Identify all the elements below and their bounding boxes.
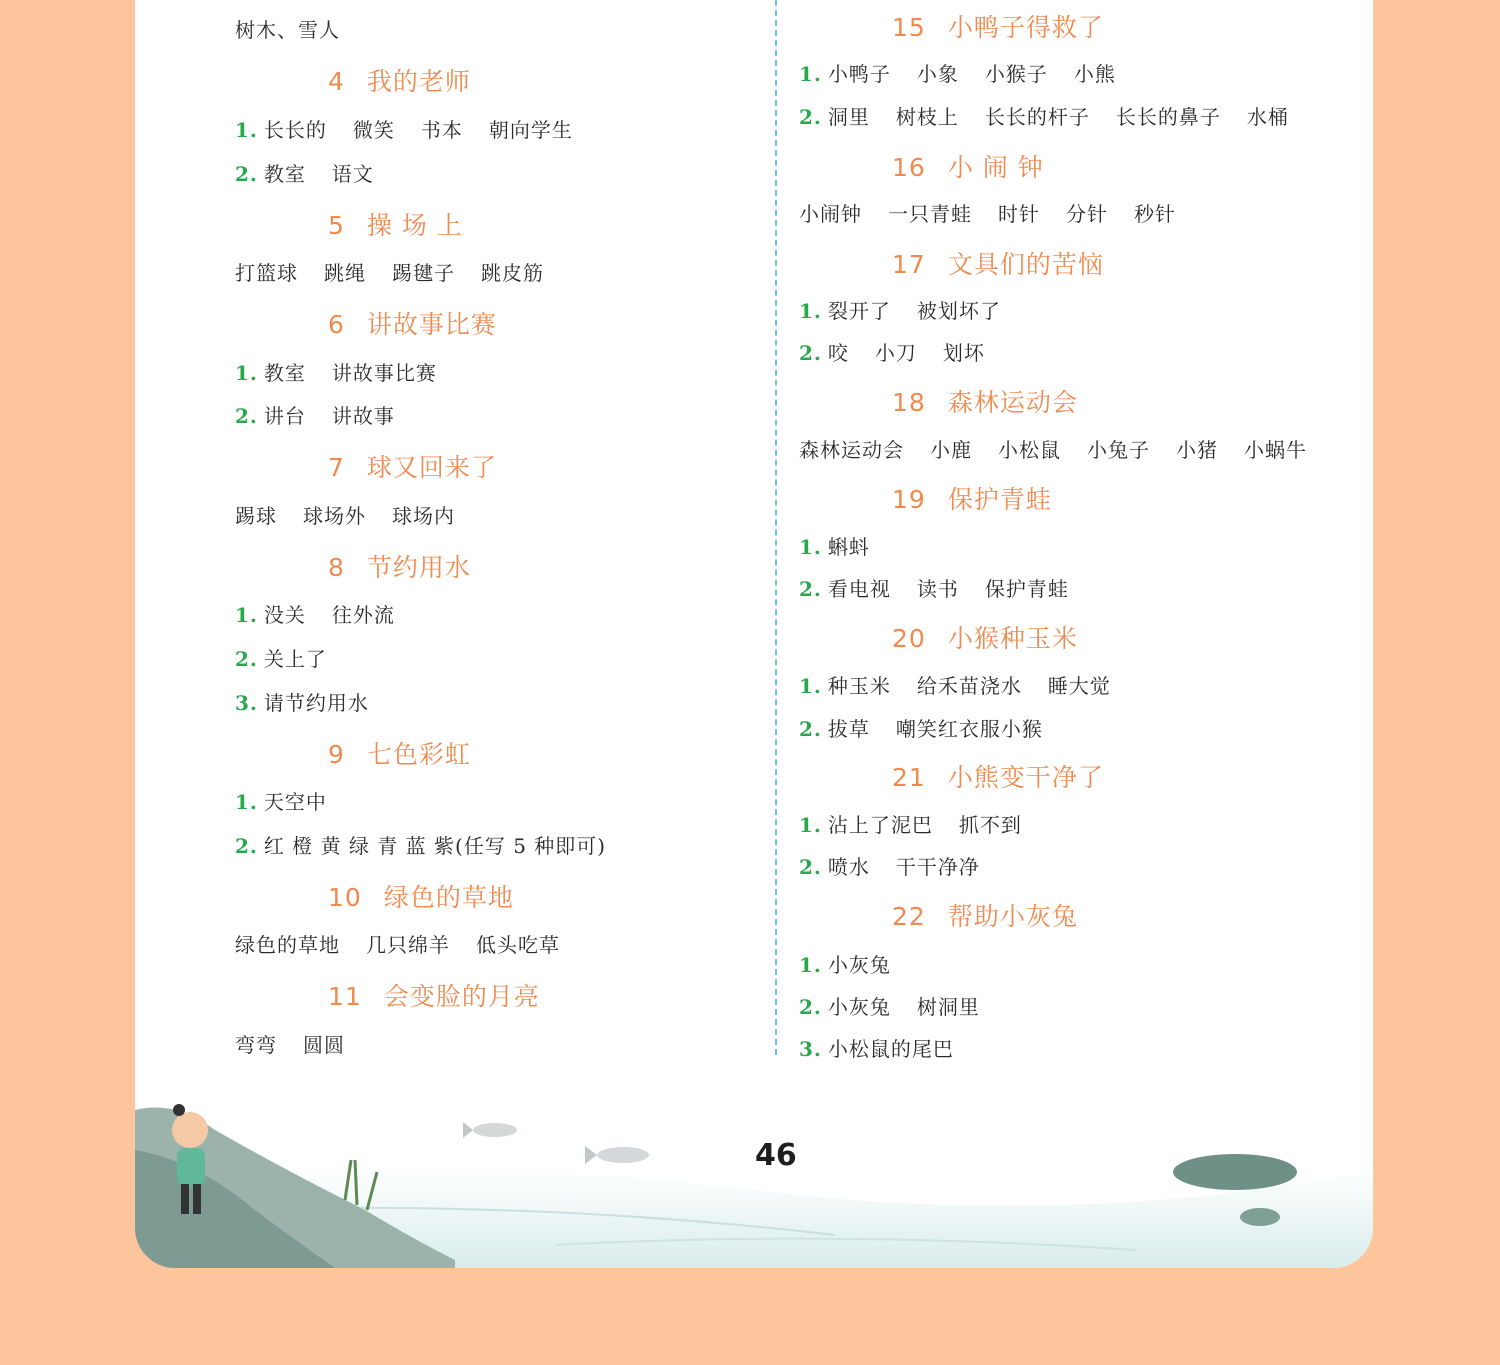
answer-line <box>799 991 980 1020</box>
answer-item: 没关 <box>263 603 306 627</box>
lesson-name: 绿色的草地 <box>383 883 514 912</box>
answer-number: 2. <box>799 105 822 129</box>
answer-item: 小松鼠 <box>998 438 1061 462</box>
lesson-number: 20 <box>892 624 926 653</box>
answer-line <box>235 400 395 429</box>
answer-line <box>799 809 1022 838</box>
answer-item: 往外流 <box>331 603 395 627</box>
answer-item: 几只绵羊 <box>366 933 450 957</box>
answer-number: 1. <box>799 813 822 837</box>
lesson-number: 5 <box>328 211 345 240</box>
answer-item: 小象 <box>916 62 959 86</box>
answer-item: 长长的杆子 <box>984 105 1090 129</box>
answer-item: 干干净净 <box>895 855 980 879</box>
answer-item: 讲故事比赛 <box>331 361 437 385</box>
answer-item: 喷水 <box>827 855 870 879</box>
answer-number: 2. <box>235 647 258 671</box>
answer-item: 拔草 <box>827 717 870 741</box>
answer-line <box>235 114 573 143</box>
answer-line <box>799 573 1069 602</box>
lesson-title <box>892 897 1078 933</box>
lesson-title <box>892 383 1078 419</box>
answer-item: 被划坏了 <box>916 299 1001 323</box>
lesson-number: 8 <box>328 553 345 582</box>
fish-2 <box>585 1146 649 1164</box>
lesson-name: 小熊变干净了 <box>947 763 1104 792</box>
answer-item: 水桶 <box>1246 105 1289 129</box>
lesson-name: 七色彩虹 <box>366 740 471 769</box>
answer-item: 种玉米 <box>827 674 891 698</box>
answer-item: 跳皮筋 <box>481 261 544 285</box>
answer-item: 跳绳 <box>324 261 366 285</box>
answer-item: 看电视 <box>827 577 891 601</box>
lesson-number: 21 <box>892 763 926 792</box>
answer-item: 朝向学生 <box>488 118 573 142</box>
lesson-name: 帮助小灰兔 <box>947 902 1078 931</box>
answer-line <box>799 670 1111 699</box>
answer-line <box>799 1033 954 1062</box>
answer-line <box>235 643 327 672</box>
lesson-number: 22 <box>892 902 926 931</box>
answer-item: 小鹿 <box>930 438 972 462</box>
lesson-name: 保护青蛙 <box>947 485 1052 514</box>
lesson-number: 10 <box>328 883 362 912</box>
answer-line <box>799 58 1116 87</box>
answer-number: 1. <box>235 790 258 814</box>
answer-item: 低头吃草 <box>476 933 560 957</box>
answer-line <box>799 434 1307 463</box>
answer-item: 弯弯 <box>235 1033 277 1057</box>
answer-item: 秒针 <box>1134 202 1176 226</box>
answer-line <box>799 295 1001 324</box>
answer-line <box>799 337 985 366</box>
answer-number: 1. <box>799 62 822 86</box>
lesson-number: 6 <box>328 310 345 339</box>
answer-number: 2. <box>235 834 258 858</box>
lesson-title <box>892 8 1104 44</box>
column-divider <box>775 0 777 1055</box>
answer-item: 保护青蛙 <box>984 577 1069 601</box>
answer-number: 1. <box>799 299 822 323</box>
answer-number: 2. <box>235 162 258 186</box>
answer-item: 小鸭子 <box>827 62 891 86</box>
lesson-name: 小鸭子得救了 <box>947 13 1104 42</box>
answer-item: 给禾苗浇水 <box>916 674 1022 698</box>
lesson-name: 小 闹 钟 <box>947 153 1044 182</box>
answer-item: 蝌蚪 <box>827 535 870 559</box>
answer-item: 教室 <box>263 361 306 385</box>
lesson-number: 11 <box>328 982 362 1011</box>
answer-item: 红 橙 黄 绿 青 蓝 紫(任写 5 种即可) <box>263 834 607 858</box>
answer-item: 绿色的草地 <box>235 933 340 957</box>
answer-item: 球场外 <box>303 504 366 528</box>
answer-line <box>235 500 455 529</box>
answer-item: 洞里 <box>827 105 870 129</box>
answer-item: 嘲笑红衣服小猴 <box>895 717 1043 741</box>
answer-item: 讲台 <box>263 404 306 428</box>
answer-number: 3. <box>799 1037 822 1061</box>
answer-item: 球场内 <box>392 504 455 528</box>
answer-number: 1. <box>235 118 258 142</box>
answer-number: 2. <box>799 855 822 879</box>
lesson-number: 15 <box>892 13 926 42</box>
lesson-number: 19 <box>892 485 926 514</box>
answer-item: 读书 <box>916 577 959 601</box>
answer-number: 1. <box>235 603 258 627</box>
lesson-number: 7 <box>328 453 345 482</box>
answer-item: 长长的 <box>263 118 327 142</box>
lesson-number: 4 <box>328 67 345 96</box>
answer-item: 小灰兔 <box>827 953 891 977</box>
answer-line <box>235 830 606 859</box>
answer-item: 书本 <box>420 118 463 142</box>
answer-page <box>135 0 1373 1268</box>
lesson-name: 会变脸的月亮 <box>383 982 540 1011</box>
lesson-title <box>892 619 1078 655</box>
fish-1 <box>463 1122 517 1138</box>
answer-line <box>799 531 870 560</box>
answer-item: 圆圆 <box>303 1033 345 1057</box>
answer-line <box>235 257 544 286</box>
answer-line <box>799 198 1176 227</box>
lesson-title <box>328 305 497 341</box>
answer-item: 沾上了泥巴 <box>827 813 933 837</box>
answer-item: 小熊 <box>1073 62 1116 86</box>
answer-line <box>235 357 437 386</box>
answer-number: 2. <box>799 995 822 1019</box>
lesson-name: 我的老师 <box>366 67 471 96</box>
page-number: 46 <box>755 1138 797 1173</box>
lesson-title <box>328 735 471 771</box>
answer-item: 小闹钟 <box>799 202 862 226</box>
answer-item: 踢毽子 <box>392 261 455 285</box>
lesson-name: 讲故事比赛 <box>366 310 497 339</box>
riverbank-illustration <box>135 1060 1373 1268</box>
answer-item: 树洞里 <box>916 995 980 1019</box>
answer-item: 小松鼠的尾巴 <box>827 1037 954 1061</box>
answer-item: 长长的鼻子 <box>1115 105 1221 129</box>
answer-number: 1. <box>799 674 822 698</box>
lesson-title <box>328 448 497 484</box>
lesson-title <box>892 148 1044 184</box>
answer-item: 树枝上 <box>895 105 959 129</box>
answer-line <box>235 158 374 187</box>
answer-line <box>799 851 980 880</box>
answer-item: 一只青蛙 <box>888 202 972 226</box>
answer-number: 1. <box>235 361 258 385</box>
answer-item: 请节约用水 <box>263 691 369 715</box>
lesson-title <box>328 62 471 98</box>
lesson-name: 文具们的苦恼 <box>947 250 1104 279</box>
answer-item: 抓不到 <box>958 813 1022 837</box>
answer-item: 小兔子 <box>1087 438 1150 462</box>
answer-line <box>235 14 340 43</box>
answer-number: 1. <box>799 535 822 559</box>
lesson-title <box>328 878 514 914</box>
lesson-name: 森林运动会 <box>947 388 1078 417</box>
lesson-number: 16 <box>892 153 926 182</box>
answer-number: 2. <box>799 577 822 601</box>
answer-item: 微笑 <box>352 118 395 142</box>
lesson-name: 球又回来了 <box>366 453 497 482</box>
lesson-title <box>892 480 1052 516</box>
answer-item: 小灰兔 <box>827 995 891 1019</box>
answer-line <box>235 929 560 958</box>
answer-item: 语文 <box>331 162 374 186</box>
answer-item: 划坏 <box>942 341 985 365</box>
answer-item: 睡大觉 <box>1047 674 1111 698</box>
lesson-number: 18 <box>892 388 926 417</box>
answer-item: 小刀 <box>874 341 917 365</box>
lesson-title <box>328 206 463 242</box>
answer-number: 2. <box>235 404 258 428</box>
answer-item: 讲故事 <box>331 404 395 428</box>
answer-line <box>235 1029 345 1058</box>
answer-line <box>235 687 369 716</box>
lesson-number: 17 <box>892 250 926 279</box>
answer-item: 打篮球 <box>235 261 298 285</box>
answer-line <box>799 713 1043 742</box>
answer-item: 树木、雪人 <box>235 18 340 42</box>
answer-item: 分针 <box>1066 202 1108 226</box>
lesson-title <box>892 758 1104 794</box>
lesson-number: 9 <box>328 740 345 769</box>
lesson-name: 小猴种玉米 <box>947 624 1078 653</box>
answer-item: 时针 <box>998 202 1040 226</box>
answer-item: 森林运动会 <box>799 438 904 462</box>
answer-item: 关上了 <box>263 647 327 671</box>
answer-number: 2. <box>799 341 822 365</box>
lesson-title <box>892 245 1104 281</box>
answer-line <box>799 949 891 978</box>
answer-line <box>799 101 1289 130</box>
answer-item: 裂开了 <box>827 299 891 323</box>
answer-item: 天空中 <box>263 790 327 814</box>
answer-number: 2. <box>799 717 822 741</box>
answer-item: 小蜗牛 <box>1244 438 1307 462</box>
answer-number: 3. <box>235 691 258 715</box>
answer-number: 1. <box>799 953 822 977</box>
lesson-name: 节约用水 <box>366 553 471 582</box>
answer-item: 咬 <box>827 341 849 365</box>
answer-item: 小猴子 <box>984 62 1048 86</box>
answer-line <box>235 599 395 628</box>
answer-item: 小猪 <box>1176 438 1218 462</box>
answer-item: 教室 <box>263 162 306 186</box>
answer-item: 踢球 <box>235 504 277 528</box>
lesson-title <box>328 548 471 584</box>
answer-line <box>235 786 327 815</box>
lesson-title <box>328 977 540 1013</box>
lesson-name: 操 场 上 <box>366 211 463 240</box>
